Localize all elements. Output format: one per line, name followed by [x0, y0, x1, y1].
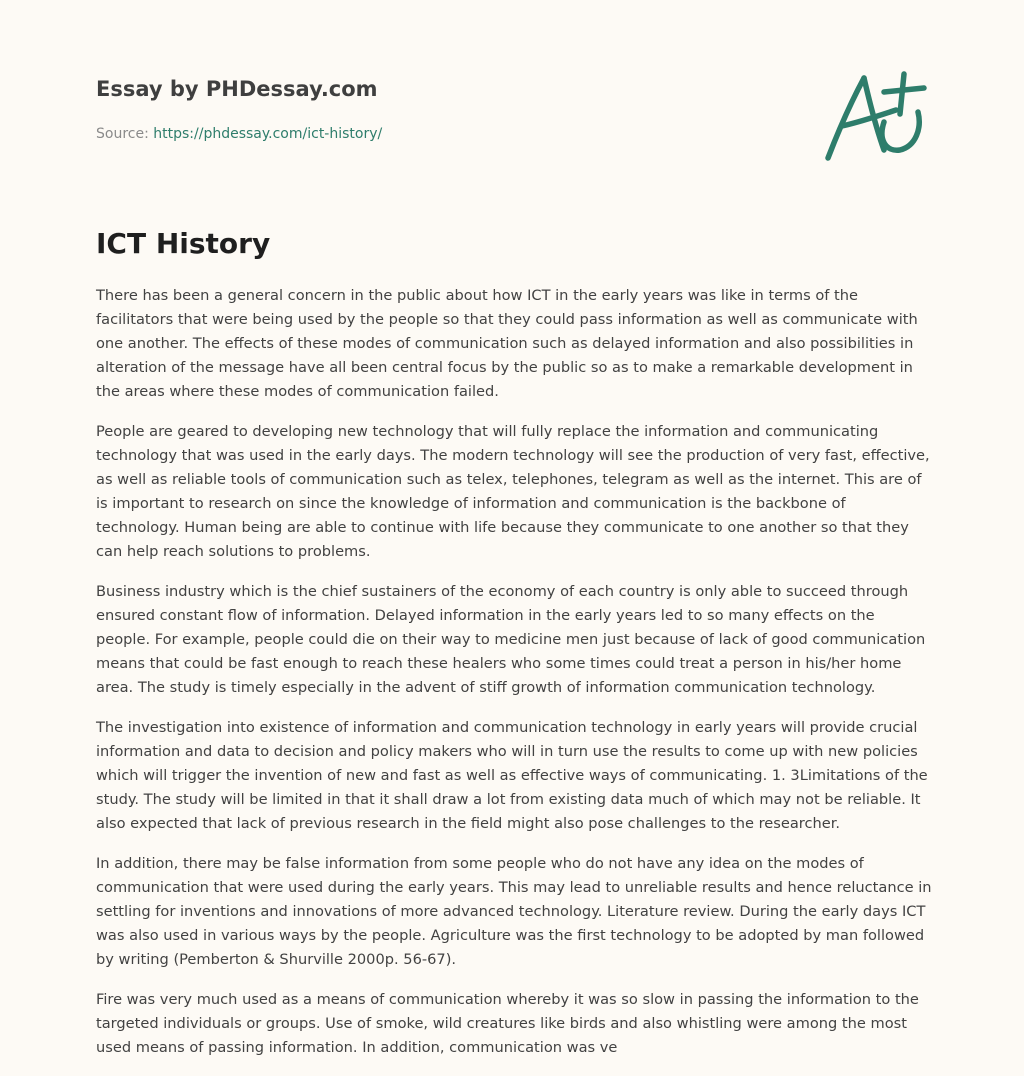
essay-paragraph: In addition, there may be false information from some people who do not have any idea on the modes of communication that were used during the early years. This may lead to unreliable results and hence reluctance in settling for inventions and innovations of more advanced technology. Literature review. During the early days ICT was also used in various ways by the people. Agriculture was the first technology to be adopted by man followed by writing (Pemberton & Shurville 2000p. 56-67).: [96, 855, 932, 968]
essay-title: ICT History: [96, 227, 271, 260]
essay-paragraph: Fire was very much used as a means of communication whereby it was so slow in passing the information to the targeted individuals or groups. Use of smoke, wild creatures like birds and also whistling were among the most used means of passing information. In addition, communication was ve: [96, 991, 919, 1056]
essay-paragraph: People are geared to developing new technology that will fully replace the information and communicating technology that was used in the early days. The modern technology will see the production of very fast, effective, as well as reliable tools of communication such as telex, telephones, telegram as well as the internet. This are of is important to research on since the knowledge of information and communication is the backbone of technology. Human being are able to continue with life because they communicate to one another so that they can help reach solutions to problems.: [96, 423, 930, 560]
essay-paragraph: Business industry which is the chief sustainers of the economy of each country is only able to succeed through ensured constant flow of information. Delayed information in the early years led to so many effects on the people. For example, people could die on their way to medicine men just because of lack of good communication means that could be fast enough to reach these healers who some times could treat a person in his/her home area. The study is timely especially in the advent of stiff growth of information communication technology.: [96, 583, 926, 696]
a-plus-icon: [820, 66, 930, 166]
essay-paragraph: There has been a general concern in the public about how ICT in the early years was like in terms of the facilitators that were being used by the people so that they could pass information as well as communicate with one another. The effects of these modes of communication such as delayed information and also possibilities in alteration of the message have all been central focus by the public so as to make a remarkable development in the areas where these modes of communication failed.: [96, 287, 918, 400]
source-line: [96, 124, 928, 144]
essay-body: [96, 284, 932, 1076]
brand-title: Essay by PHDessay.com: [96, 77, 378, 101]
source-link[interactable]: https://phdessay.com/ict-history/: [153, 126, 383, 142]
source-label: Source:: [96, 126, 149, 142]
essay-paragraph: The investigation into existence of information and communication technology in early years will provide crucial information and data to decision and policy makers who will in turn use the results to come up with new policies which will trigger the invention of new and fast as well as effective ways of communicating. 1. 3Limitations of the study. The study will be limited in that it shall draw a lot from existing data much of which may not be reliable. It also expected that lack of previous research in the field might also pose challenges to the researcher.: [96, 719, 928, 832]
a-plus-logo-icon: [820, 66, 930, 166]
essay-header: [96, 74, 928, 144]
